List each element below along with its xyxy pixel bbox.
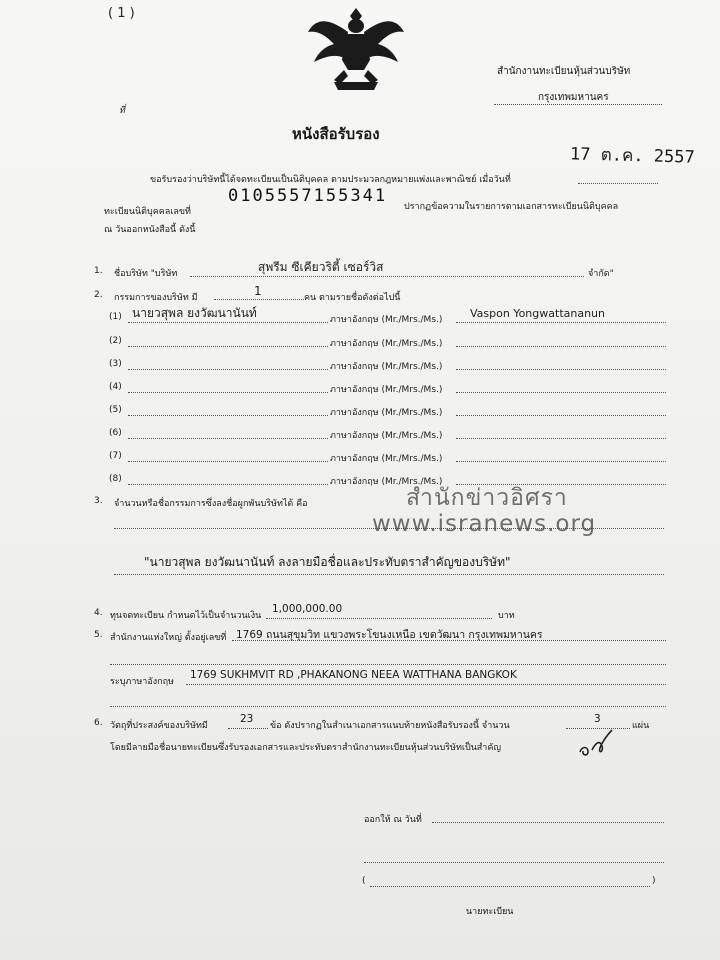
director-index: (4) bbox=[109, 382, 122, 392]
director-dots bbox=[128, 346, 328, 347]
watermark-url: www.isranews.org bbox=[372, 511, 597, 537]
director-eng-dots bbox=[456, 322, 666, 323]
ref-label: ที่ bbox=[119, 106, 125, 116]
director-dots bbox=[128, 392, 328, 393]
intro-line-3: ณ วันออกหนังสือนี้ ดังนี้ bbox=[104, 225, 196, 235]
item5-dots-2 bbox=[110, 664, 666, 665]
director-eng-label: ภาษาอังกฤษ (Mr./Mrs./Ms.) bbox=[330, 477, 443, 487]
signature-dots bbox=[364, 862, 664, 863]
director-dots bbox=[128, 369, 328, 370]
intro-line-1: ขอรับรองว่าบริษัทนี้ได้จดทะเบียนเป็นนิติบุคคล ตามประมวลกฎหมายแพ่งและพาณิชย์ เมื่อวันที่ bbox=[150, 175, 511, 185]
date-stamp: 17 ต.ค. 2557 bbox=[569, 144, 695, 168]
director-index: (7) bbox=[109, 451, 122, 461]
signing-authority: "นายวสุพล ยงวัฒนานันท์ ลงลายมือชื่อและประทับตราสำคัญของบริษัท" bbox=[144, 555, 511, 569]
issued-date-label: ออกให้ ณ วันที่ bbox=[364, 815, 422, 825]
item4-unit: บาท bbox=[498, 611, 515, 621]
item6-middle: ข้อ ดังปรากฏในสำเนาเอกสารแนบท้ายหนังสือรับรองนี้ จำนวน bbox=[270, 721, 510, 731]
address-english: 1769 SUKHMVIT RD ,PHAKANONG NEEA WATTHANA BANGKOK bbox=[190, 669, 517, 681]
director-dots bbox=[128, 415, 328, 416]
item2-label: กรรมการของบริษัท มี bbox=[114, 293, 198, 303]
director-eng-dots bbox=[456, 438, 666, 439]
item6-label: วัตถุที่ประสงค์ของบริษัทมี bbox=[110, 721, 208, 731]
director-eng-label: ภาษาอังกฤษ (Mr./Mrs./Ms.) bbox=[330, 339, 443, 349]
director-index: (3) bbox=[109, 359, 122, 369]
registrar-name-dots bbox=[370, 886, 650, 887]
director-dots bbox=[128, 438, 328, 439]
item6-number: 6. bbox=[94, 718, 103, 728]
name-open-paren: ( bbox=[362, 876, 366, 886]
item5-eng-dots bbox=[186, 684, 666, 685]
director-eng-label: ภาษาอังกฤษ (Mr./Mrs./Ms.) bbox=[330, 408, 443, 418]
director-eng-dots bbox=[456, 369, 666, 370]
address-thai: 1769 ถนนสุขุมวิท แขวงพระโขนงเหนือ เขตวัฒนา กรุงเทพมหานคร bbox=[236, 629, 543, 641]
name-close-paren: ) bbox=[652, 876, 656, 886]
item6-line-2: โดยมีลายมือชื่อนายทะเบียนซึ่งรับรองเอกสารและประทับตราสำนักงานทะเบียนหุ้นส่วนบริษัทเป็นสำคัญ bbox=[110, 743, 502, 753]
intro-line-2-tail: ปรากฏข้อความในรายการตามเอกสารทะเบียนนิติบุคคล bbox=[404, 202, 619, 212]
director-thai-name: นายวสุพล ยงวัฒนานันท์ bbox=[132, 306, 257, 320]
item4-label: ทุนจดทะเบียน กำหนดไว้เป็นจำนวนเงิน bbox=[110, 611, 262, 621]
intro-date-dots bbox=[578, 183, 658, 184]
issued-date-dots bbox=[432, 822, 664, 823]
director-dots bbox=[128, 461, 328, 462]
item1-number: 1. bbox=[94, 266, 103, 276]
office-city: กรุงเทพมหานคร bbox=[538, 92, 609, 103]
director-eng-label: ภาษาอังกฤษ (Mr./Mrs./Ms.) bbox=[330, 362, 443, 372]
item1-suffix: จำกัด" bbox=[588, 269, 614, 279]
director-dots bbox=[128, 484, 328, 485]
director-index: (2) bbox=[109, 336, 122, 346]
director-index: (1) bbox=[109, 312, 122, 322]
director-eng-label: ภาษาอังกฤษ (Mr./Mrs./Ms.) bbox=[330, 431, 443, 441]
item2-dots bbox=[214, 299, 304, 300]
director-eng-dots bbox=[456, 461, 666, 462]
registrar-title: นายทะเบียน bbox=[466, 907, 514, 917]
item3-number: 3. bbox=[94, 496, 103, 506]
director-eng-dots bbox=[456, 346, 666, 347]
intro-reg-label: ทะเบียนนิติบุคคลเลขที่ bbox=[104, 207, 191, 217]
corner-mark: ( 1 ) bbox=[108, 6, 135, 21]
director-count: 1 bbox=[254, 284, 262, 298]
office-name: สำนักงานทะเบียนหุ้นส่วนบริษัท bbox=[497, 66, 631, 77]
item5-eng-label: ระบุภาษาอังกฤษ bbox=[110, 677, 174, 687]
company-name: สุพรีม ซีเคียวริตี้ เซอร์วิส bbox=[258, 260, 384, 274]
item6-tail: แผ่น bbox=[632, 721, 650, 731]
document-title: หนังสือรับรอง bbox=[292, 125, 380, 143]
director-index: (8) bbox=[109, 474, 122, 484]
director-eng-dots bbox=[456, 392, 666, 393]
item2-number: 2. bbox=[94, 290, 103, 300]
item5-label: สำนักงานแห่งใหญ่ ตั้งอยู่เลขที่ bbox=[110, 633, 227, 643]
objectives-count: 23 bbox=[240, 713, 254, 725]
director-index: (6) bbox=[109, 428, 122, 438]
registration-number: 0105557155341 bbox=[228, 186, 388, 206]
director-eng-label: ภาษาอังกฤษ (Mr./Mrs./Ms.) bbox=[330, 454, 443, 464]
attachment-pages: 3 bbox=[594, 713, 601, 725]
watermark-title: สำนักข่าวอิศรา bbox=[406, 485, 568, 511]
item5-number: 5. bbox=[94, 630, 103, 640]
director-eng-label: ภาษาอังกฤษ (Mr./Mrs./Ms.) bbox=[330, 315, 443, 325]
item4-dots bbox=[266, 618, 492, 619]
director-eng-name: Vaspon Yongwattananun bbox=[470, 307, 605, 320]
director-eng-dots bbox=[456, 415, 666, 416]
item6-objectives-dots bbox=[228, 728, 268, 729]
item3-label: จำนวนหรือชื่อกรรมการซึ่งลงชื่อผูกพันบริษัทได้ คือ bbox=[114, 499, 308, 509]
item5-dots-3 bbox=[110, 706, 666, 707]
garuda-emblem bbox=[304, 2, 408, 94]
director-eng-label: ภาษาอังกฤษ (Mr./Mrs./Ms.) bbox=[330, 385, 443, 395]
item4-number: 4. bbox=[94, 608, 103, 618]
item1-dots bbox=[190, 276, 584, 277]
item1-label: ชื่อบริษัท "บริษัท bbox=[114, 269, 178, 279]
item3-dots-2 bbox=[114, 574, 664, 575]
director-index: (5) bbox=[109, 405, 122, 415]
initials-signature bbox=[576, 726, 618, 760]
item2-tail: คน ตามรายชื่อดังต่อไปนี้ bbox=[304, 293, 401, 303]
registered-capital: 1,000,000.00 bbox=[272, 603, 343, 615]
